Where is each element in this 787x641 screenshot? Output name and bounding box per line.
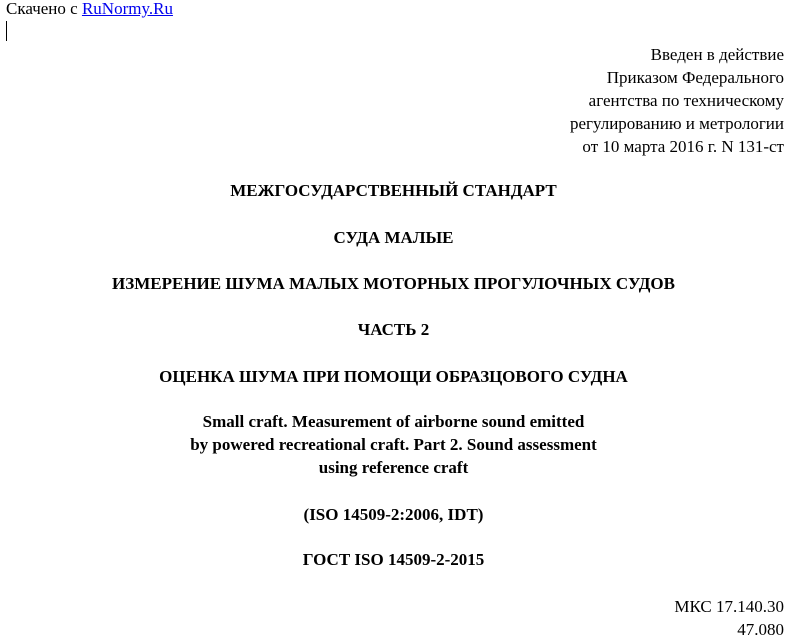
gost-number: ГОСТ ISO 14509-2-2015 <box>302 550 485 569</box>
approval-line: агентства по техническому <box>588 91 784 110</box>
title-main-heading: СУДА МАЛЫЕ <box>333 228 454 247</box>
iso-reference: (ISO 14509-2:2006, IDT) <box>303 505 484 524</box>
source-line <box>6 0 173 19</box>
approval-block <box>570 43 784 158</box>
english-title <box>0 410 787 479</box>
part-heading: ЧАСТЬ 2 <box>357 320 430 339</box>
approval-line: Введен в действие <box>650 45 784 64</box>
text-cursor <box>6 21 7 41</box>
standard-type-heading: МЕЖГОСУДАРСТВЕННЫЙ СТАНДАРТ <box>230 181 557 200</box>
approval-line: Приказом Федерального <box>606 68 784 87</box>
approval-line: от 10 марта 2016 г. N 131-ст <box>582 137 784 156</box>
classification-line: МКС 17.140.30 <box>674 597 784 616</box>
approval-line: регулированию и метрологии <box>569 114 784 133</box>
title-assessment-heading: ОЦЕНКА ШУМА ПРИ ПОМОЩИ ОБРАЗЦОВОГО СУДНА <box>159 367 628 386</box>
source-link[interactable]: RuNormy.Ru <box>81 0 173 18</box>
classification-line: 47.080 <box>737 620 784 639</box>
title-measure-heading: ИЗМЕРЕНИЕ ШУМА МАЛЫХ МОТОРНЫХ ПРОГУЛОЧНЫХ СУДОВ <box>112 274 675 293</box>
english-title-line: Small craft. Measurement of airborne sound emitted <box>202 412 585 431</box>
classification-block <box>674 595 784 641</box>
english-title-line: by powered recreational craft. Part 2. Sound assessment <box>190 435 597 454</box>
source-prefix: Скачено с <box>6 0 82 18</box>
english-title-line: using reference craft <box>318 458 469 477</box>
